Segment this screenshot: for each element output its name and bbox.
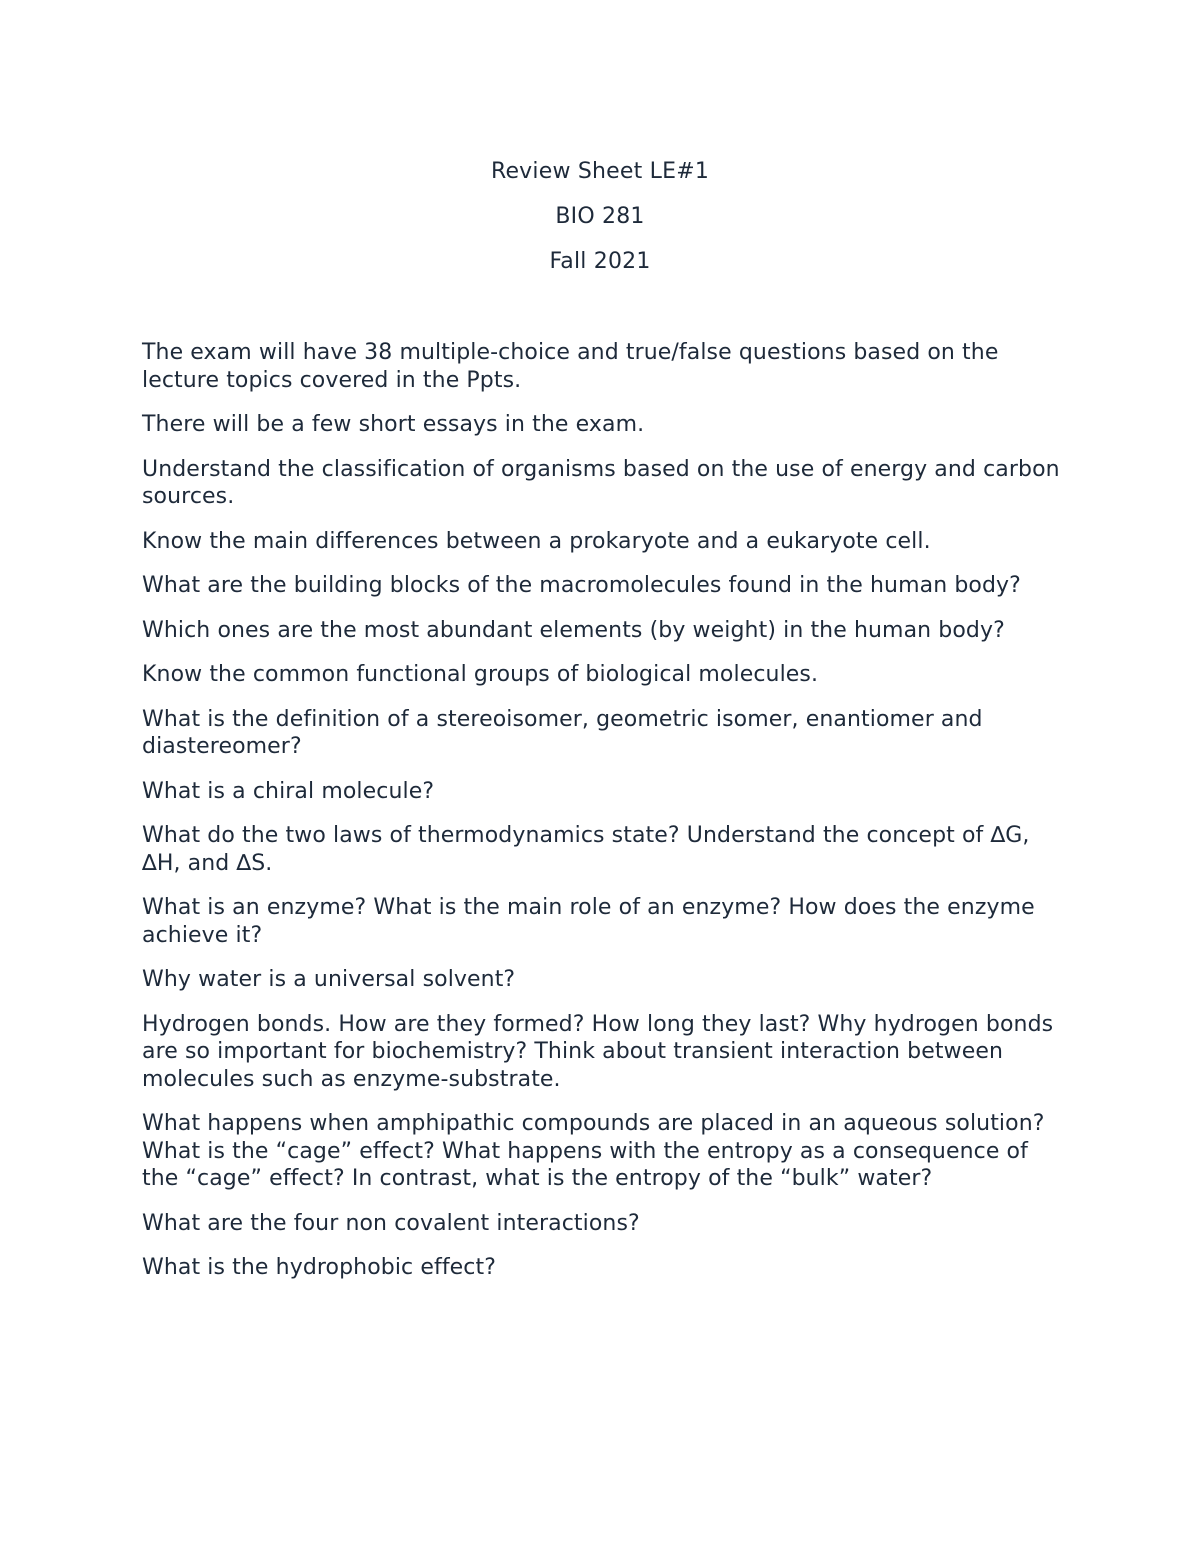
paragraph: Why water is a universal solvent? [142, 967, 516, 992]
paragraph: Know the common functional groups of biological molecules. [142, 662, 819, 687]
document-header [0, 157, 1200, 292]
paragraph: What happens when amphipathic compounds are placed in an aqueous solution? What is the “cage” effect? What happens with the entropy as a consequence of the “cage” effect? In contrast, what is the entropy of the “bulk” water? [142, 1111, 1045, 1191]
paragraph: What are the four non covalent interactions? [142, 1210, 640, 1236]
paragraph: Understand the classification of organisms based on the use of energy and carbon sources. [142, 456, 1060, 509]
paragraph: Hydrogen bonds. How are they formed? How long they last? Why hydrogen bonds are so important for biochemistry? Think about transient interaction between molecules such as enzyme-substrate. [142, 1011, 1054, 1092]
paragraph: The exam will have 38 multiple-choice and true/false questions based on the lecture topics covered in the Ppts. [142, 340, 999, 393]
paragraph: What is an enzyme? What is the main role of an enzyme? How does the enzyme achieve it? [142, 895, 1035, 948]
paragraph: Which ones are the most abundant elements (by weight) in the human body? [142, 617, 1005, 643]
paragraph: What is the hydrophobic effect? [142, 1255, 497, 1280]
paragraph: Know the main differences between a prokaryote and a eukaryote cell. [142, 528, 931, 554]
document-body [142, 339, 1062, 1299]
course-code: BIO 281 [555, 204, 645, 229]
paragraph: What do the two laws of thermodynamics state? Understand the concept of ∆G, ∆H, and ∆S. [142, 823, 1030, 876]
paragraph: There will be a few short essays in the exam. [142, 412, 645, 437]
document-title: Review Sheet LE#1 [490, 159, 710, 184]
paragraph: What are the building blocks of the macromolecules found in the human body? [142, 573, 1021, 598]
paragraph: What is a chiral molecule? [142, 778, 435, 804]
paragraph: What is the definition of a stereoisomer, geometric isomer, enantiomer and diastereomer? [142, 706, 983, 759]
term: Fall 2021 [549, 249, 651, 274]
